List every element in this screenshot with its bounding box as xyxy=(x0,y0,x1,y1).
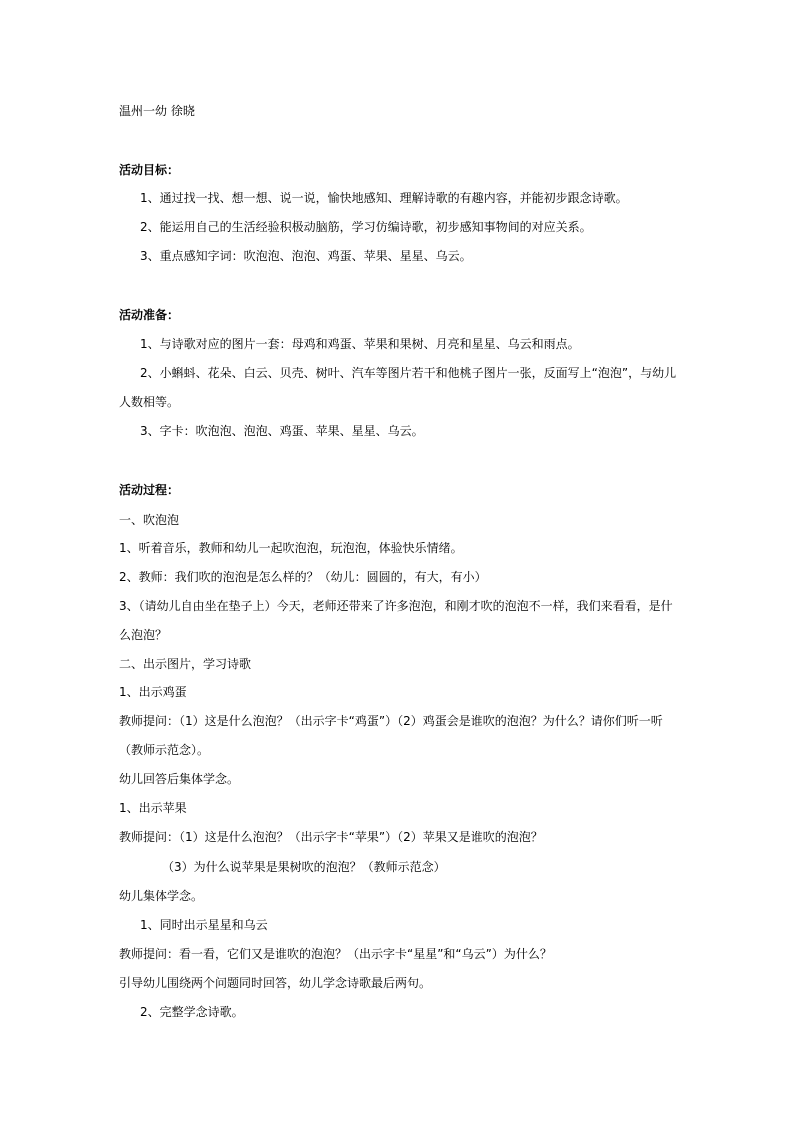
preparation-line: 1、与诗歌对应的图片一套：母鸡和鸡蛋、苹果和果树、月亮和星星、乌云和雨点。 xyxy=(140,337,580,351)
process-line: 教师提问：看一看，它们又是谁吹的泡泡？（出示字卡“星星”和“乌云”）为什么？ xyxy=(119,947,552,961)
goals-heading: 活动目标： xyxy=(119,163,180,177)
process-line: 2、完整学念诗歌。 xyxy=(140,1005,244,1019)
author-line: 温州一幼 徐晓 xyxy=(119,104,195,118)
process-line: 幼儿集体学念。 xyxy=(119,889,204,903)
preparation-line: 3、字卡：吹泡泡、泡泡、鸡蛋、苹果、星星、乌云。 xyxy=(140,424,424,438)
process-line: 引导幼儿围绕两个问题同时回答，幼儿学念诗歌最后两句。 xyxy=(119,976,432,990)
goal-item: 1、通过找一找、想一想、说一说，愉快地感知、理解诗歌的有趣内容，并能初步跟念诗歌。 xyxy=(140,191,628,205)
process-line: 1、出示鸡蛋 xyxy=(119,685,187,699)
process-heading: 活动过程： xyxy=(119,483,180,497)
preparation-line: 2、小蝌蚪、花朵、白云、贝壳、树叶、汽车等图片若干和他桃子图片一张，反面写上“泡泡”，与幼儿 xyxy=(140,366,677,380)
process-line: 1、同时出示星星和乌云 xyxy=(140,918,268,932)
process-line: 教师提问：（1）这是什么泡泡？（出示字卡“苹果”）（2）苹果又是谁吹的泡泡？ xyxy=(119,830,543,844)
preparation-line: 人数相等。 xyxy=(119,395,180,409)
preparation-heading: 活动准备： xyxy=(119,308,180,322)
process-line: （教师示范念）。 xyxy=(119,743,210,757)
process-line: 教师提问：（1）这是什么泡泡？（出示字卡“鸡蛋”）（2）鸡蛋会是谁吹的泡泡？为什么？请你们听一听 xyxy=(119,714,663,728)
process-line: 二、出示图片，学习诗歌 xyxy=(119,657,252,671)
process-line: 一、吹泡泡 xyxy=(119,513,180,527)
goal-item: 2、能运用自己的生活经验积极动脑筋，学习仿编诗歌，初步感知事物间的对应关系。 xyxy=(140,220,592,234)
process-line: 3、（请幼儿自由坐在垫子上）今天，老师还带来了许多泡泡，和刚才吹的泡泡不一样，我们来看看，是什 xyxy=(119,599,673,613)
process-line: （3）为什么说苹果是果树吹的泡泡？（教师示范念） xyxy=(162,860,446,874)
goal-item: 3、重点感知字词：吹泡泡、泡泡、鸡蛋、苹果、星星、乌云。 xyxy=(140,249,472,263)
process-line: 1、出示苹果 xyxy=(119,801,187,815)
process-line: 2、教师：我们吹的泡泡是怎么样的？（幼儿：圆圆的，有大，有小） xyxy=(119,570,487,584)
process-line: 么泡泡？ xyxy=(119,628,168,642)
process-line: 1、听着音乐，教师和幼儿一起吹泡泡，玩泡泡，体验快乐情绪。 xyxy=(119,541,463,555)
process-line: 幼儿回答后集体学念。 xyxy=(119,772,240,786)
